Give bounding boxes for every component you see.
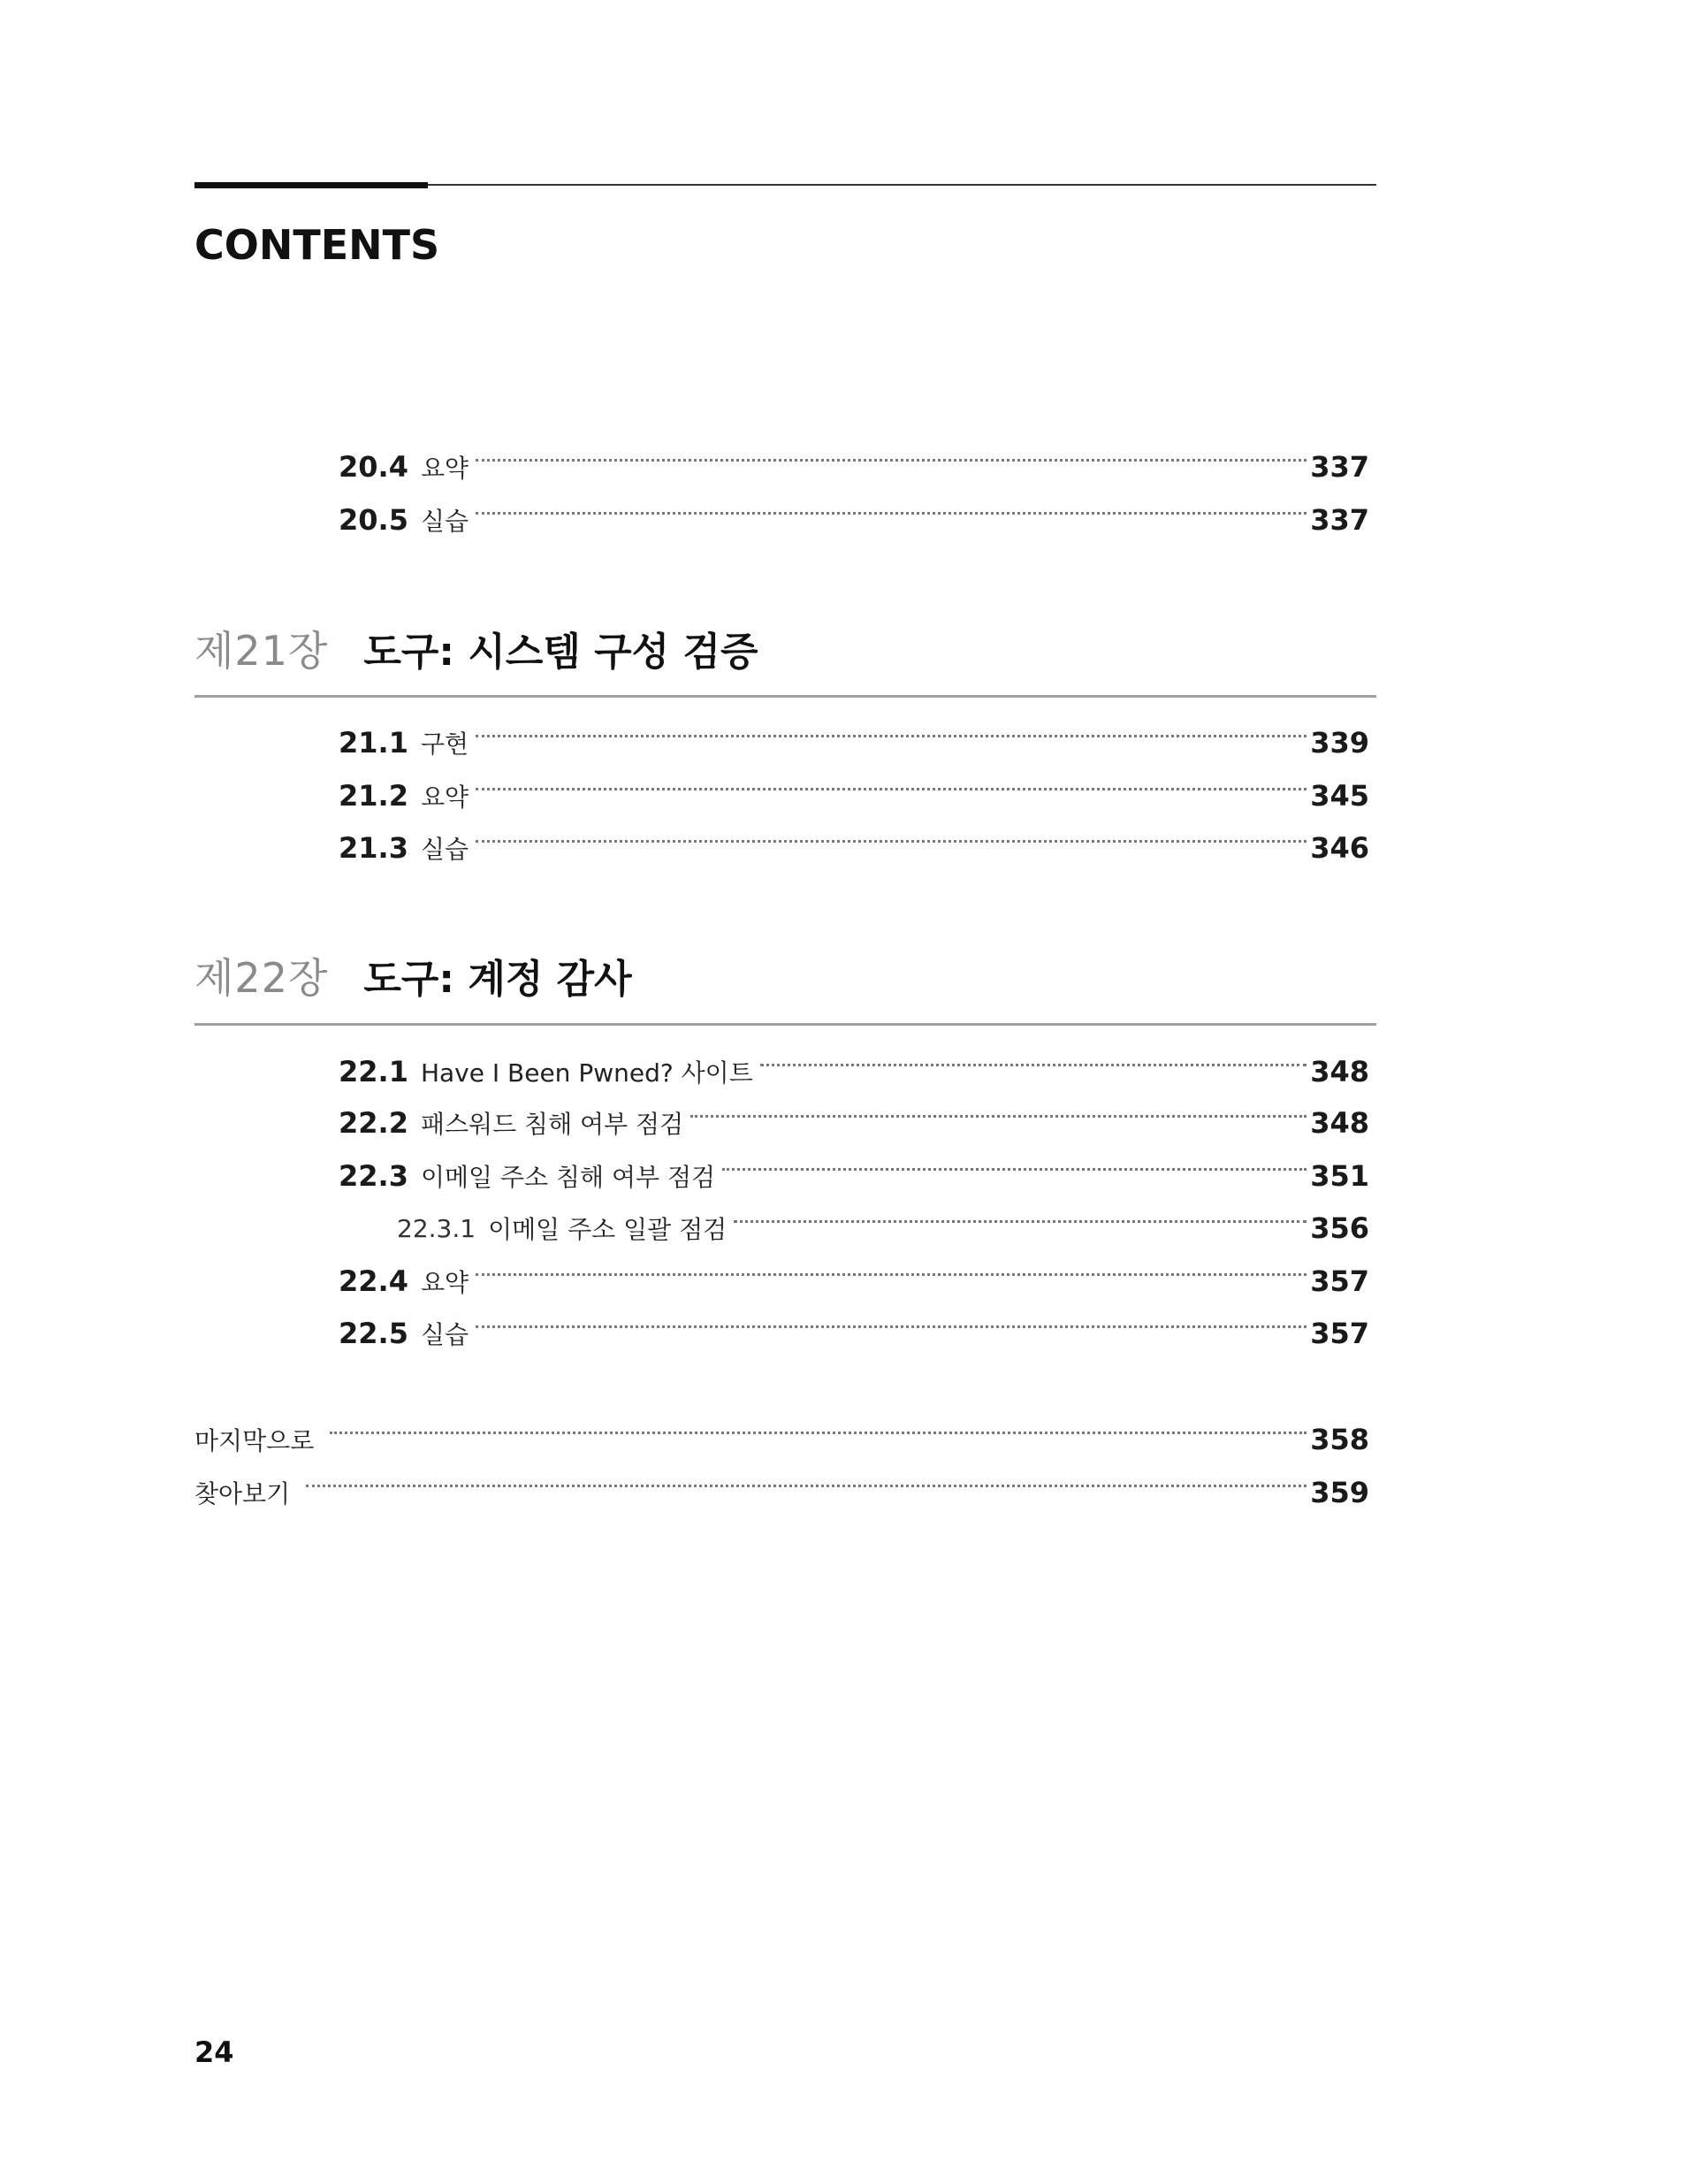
dot-leader xyxy=(476,1325,1307,1328)
page-ref: 348 xyxy=(1310,1055,1369,1088)
dot-leader xyxy=(476,840,1307,843)
page-ref: 357 xyxy=(1310,1317,1369,1350)
page-number: 24 xyxy=(194,2035,234,2069)
section-label: Have I Been Pwned? 사이트 xyxy=(420,1058,753,1088)
chapter-heading-22[interactable] xyxy=(194,946,632,1004)
page-ref: 345 xyxy=(1310,779,1369,813)
section-label: 이메일 주소 침해 여부 점검 xyxy=(420,1163,716,1192)
section-label: 실습 xyxy=(420,1320,469,1349)
toc-entry-20-5[interactable] xyxy=(339,500,1369,539)
section-number: 21.2 xyxy=(339,779,408,813)
toc-entry-21-2[interactable] xyxy=(339,776,1369,815)
section-label: 이메일 주소 일괄 점검 xyxy=(488,1215,728,1244)
section-number: 22.5 xyxy=(339,1317,408,1350)
dot-leader xyxy=(476,735,1307,737)
page-ref: 358 xyxy=(1310,1423,1369,1456)
section-label: 패스워드 침해 여부 점검 xyxy=(420,1110,684,1139)
chapter-number: 제22장 xyxy=(194,954,329,1002)
section-number: 22.3 xyxy=(339,1159,408,1193)
dot-leader xyxy=(734,1220,1307,1223)
toc-entry-22-5[interactable] xyxy=(339,1314,1369,1353)
section-number: 20.4 xyxy=(339,450,408,484)
toc-entry-22-1[interactable] xyxy=(339,1052,1369,1091)
subsection-number: 22.3.1 xyxy=(397,1213,476,1243)
dot-leader xyxy=(690,1115,1307,1118)
section-number: 21.3 xyxy=(339,831,408,865)
chapter-heading-21[interactable] xyxy=(194,619,758,677)
header-accent-rule xyxy=(194,182,428,188)
section-label: 실습 xyxy=(420,835,469,864)
section-number: 22.1 xyxy=(339,1055,408,1088)
section-label: 요약 xyxy=(420,783,469,812)
chapter-title: 도구: 계정 감사 xyxy=(363,957,632,1002)
section-label: 실습 xyxy=(420,507,469,536)
page-ref: 339 xyxy=(1310,726,1369,760)
page-ref: 346 xyxy=(1310,831,1369,865)
toc-entry-closing[interactable] xyxy=(194,1420,1369,1459)
dot-leader xyxy=(476,788,1307,790)
dot-leader xyxy=(330,1432,1307,1434)
chapter-divider xyxy=(194,695,1376,698)
toc-entry-22-3[interactable] xyxy=(339,1157,1369,1195)
toc-entry-21-3[interactable] xyxy=(339,829,1369,867)
section-number: 20.5 xyxy=(339,503,408,537)
page-ref: 351 xyxy=(1310,1159,1369,1193)
page-ref: 357 xyxy=(1310,1264,1369,1298)
page-ref: 356 xyxy=(1310,1211,1369,1245)
toc-entry-22-3-1[interactable] xyxy=(397,1209,1369,1248)
appendix-label: 마지막으로 xyxy=(194,1426,315,1455)
page-ref: 337 xyxy=(1310,450,1369,484)
dot-leader xyxy=(476,459,1307,462)
page-ref: 359 xyxy=(1310,1476,1369,1509)
page-ref: 348 xyxy=(1310,1106,1369,1140)
chapter-title: 도구: 시스템 구성 검증 xyxy=(363,630,758,675)
toc-entry-20-4[interactable] xyxy=(339,447,1369,486)
section-number: 21.1 xyxy=(339,726,408,760)
chapter-number: 제21장 xyxy=(194,627,329,675)
toc-entry-21-1[interactable] xyxy=(339,723,1369,762)
toc-entry-22-2[interactable] xyxy=(339,1103,1369,1142)
dot-leader xyxy=(476,512,1307,515)
dot-leader xyxy=(476,1273,1307,1276)
page-ref: 337 xyxy=(1310,503,1369,537)
section-number: 22.4 xyxy=(339,1264,408,1298)
dot-leader xyxy=(722,1168,1307,1171)
toc-entry-index[interactable] xyxy=(194,1473,1369,1512)
page-title: CONTENTS xyxy=(194,221,440,269)
dot-leader xyxy=(760,1064,1307,1066)
section-label: 구현 xyxy=(420,729,469,759)
toc-entry-22-4[interactable] xyxy=(339,1262,1369,1301)
section-number: 22.2 xyxy=(339,1106,408,1140)
chapter-divider xyxy=(194,1023,1376,1026)
section-label: 요약 xyxy=(420,454,469,483)
dot-leader xyxy=(306,1485,1307,1487)
section-label: 요약 xyxy=(420,1268,469,1297)
appendix-label: 찾아보기 xyxy=(194,1479,291,1508)
